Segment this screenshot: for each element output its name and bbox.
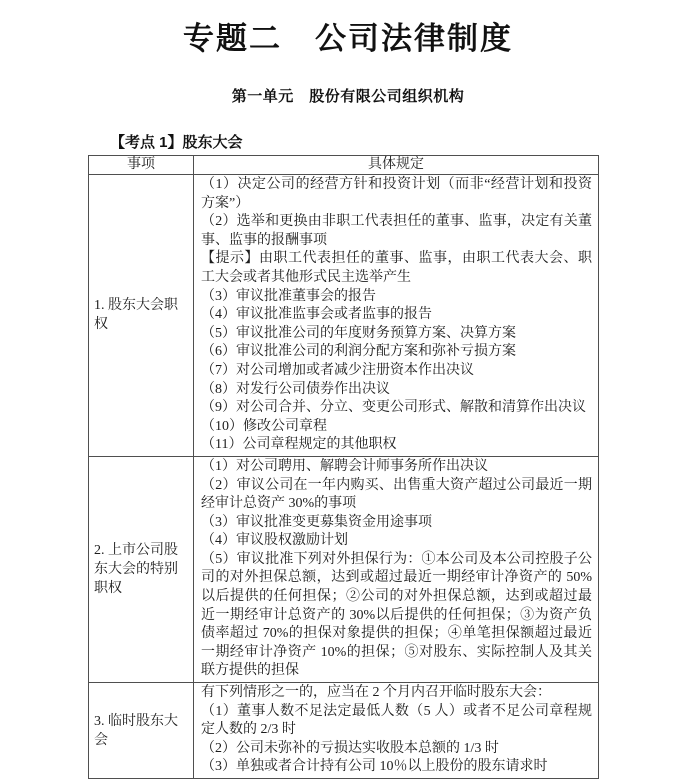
detail-line: （3）审议批准董事会的报告 xyxy=(201,288,376,304)
detail-line: （8）对发行公司债券作出决议 xyxy=(201,381,390,397)
provisions-table xyxy=(88,155,599,779)
exam-point-heading: 【考点 1】股东大会 xyxy=(110,134,243,151)
row-details-cell xyxy=(194,175,599,457)
detail-line: （4）审议批准监事会或者监事的报告 xyxy=(201,307,432,323)
row-item-label: 3. 临时股东大会 xyxy=(89,683,194,779)
detail-line: （3）审议批准变更募集资金用途事项 xyxy=(201,514,432,530)
table-header-row xyxy=(89,156,599,175)
detail-line: （1）决定公司的经营方针和投资计划（而非“经营计划和投资方案”） xyxy=(201,177,592,211)
table-row xyxy=(89,175,599,457)
row-item-label: 1. 股东大会职权 xyxy=(89,175,194,457)
row-details-cell xyxy=(194,683,599,779)
detail-line: （3）单独或者合计持有公司 10％以上股份的股东请求时 xyxy=(201,759,548,775)
detail-line: 【提示】由职工代表担任的董事、监事，由职工代表大会、职工大会或者其他形式民主选举产生 xyxy=(201,251,592,285)
detail-line: （9）对公司合并、分立、变更公司形式、解散和清算作出决议 xyxy=(201,400,586,416)
row-details-cell xyxy=(194,456,599,682)
detail-line: （2）选举和更换由非职工代表担任的董事、监事，决定有关董事、监事的报酬事项 xyxy=(201,214,592,248)
detail-line: 有下列情形之一的，应当在 2 个月内召开临时股东大会： xyxy=(201,685,551,701)
detail-line: （2）公司未弥补的亏损达实收股本总额的 1/3 时 xyxy=(201,740,499,756)
detail-line: （7）对公司增加或者减少注册资本作出决议 xyxy=(201,362,474,378)
unit-subtitle: 第一单元 股份有限公司组织机构 xyxy=(231,88,465,105)
column-header-details: 具体规定 xyxy=(194,156,599,175)
detail-line: （1）对公司聘用、解聘会计师事务所作出决议 xyxy=(201,458,488,474)
detail-line: （1）董事人数不足法定最低人数（5 人）或者不足公司章程规定人数的 2/3 时 xyxy=(201,703,592,738)
detail-line: （5）审议批准下列对外担保行为：①本公司及本公司控股子公司的对外担保总额，达到或超过最近一期经审计净资产的 50%以后提供的任何担保；②公司的对外担保总额，达到或超过最近一期经审计总资产的 30%以后提供的任何担保；③为资产负债率超过 70%的担保对象提供的担保；④单笔担保额超过最近一期经审计净资产 10%的担保；⑤对股东、实际控制人及其关联方提供的担保 xyxy=(201,551,592,679)
detail-line: （5）审议批准公司的年度财务预算方案、决算方案 xyxy=(201,325,516,341)
table-row xyxy=(89,683,599,779)
column-header-item: 事项 xyxy=(89,156,194,175)
row-item-label: 2. 上市公司股东大会的特别职权 xyxy=(89,456,194,682)
detail-line: （4）审议股权激励计划 xyxy=(201,533,348,549)
detail-line: （10）修改公司章程 xyxy=(201,418,327,434)
detail-line: （6）审议批准公司的利润分配方案和弥补亏损方案 xyxy=(201,344,516,360)
document-title: 专题二 公司法律制度 xyxy=(183,21,513,56)
detail-line: （2）审议公司在一年内购买、出售重大资产超过公司最近一期经审计总资产 30%的事项 xyxy=(201,477,592,512)
table-row xyxy=(89,456,599,682)
detail-line: （11）公司章程规定的其他职权 xyxy=(201,437,397,453)
